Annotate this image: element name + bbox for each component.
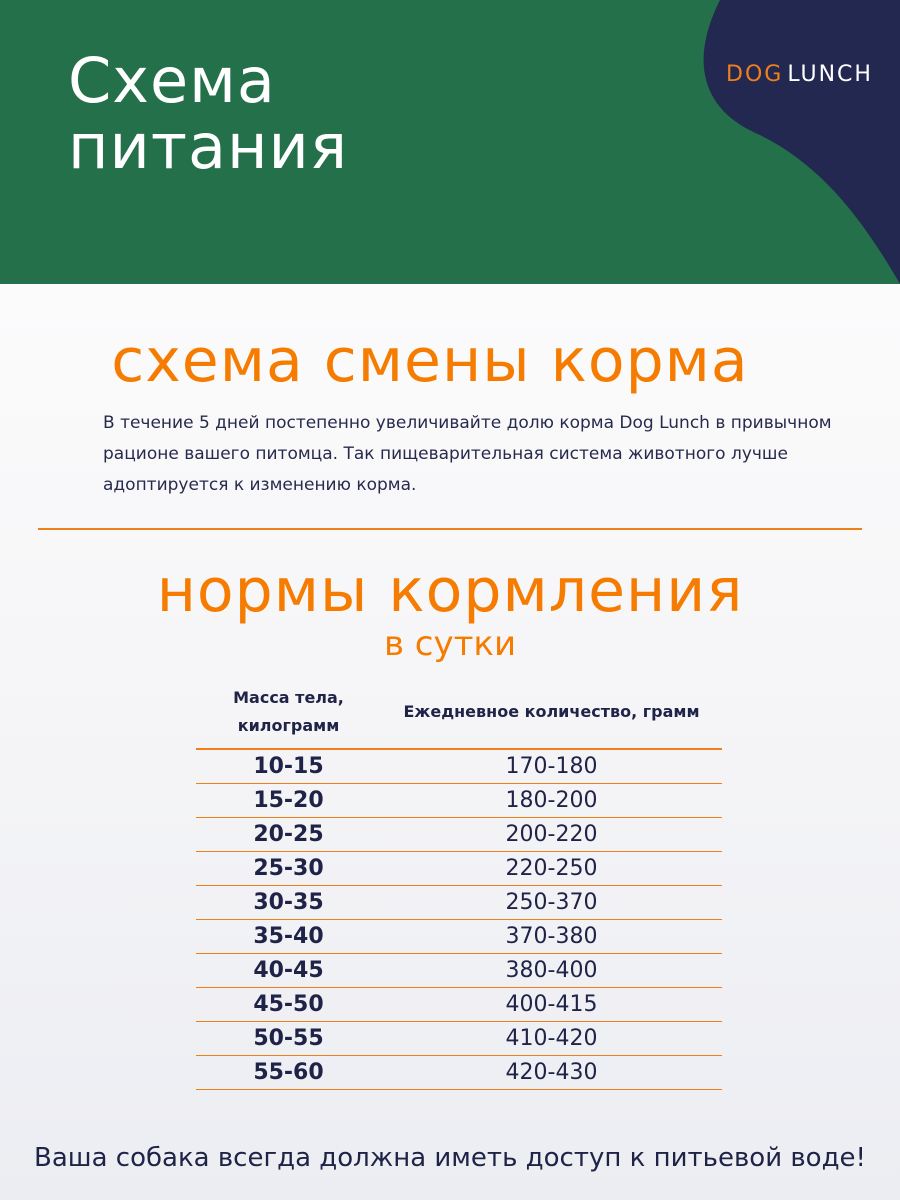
table-row: [196, 886, 722, 920]
weight-cell: 25-30: [196, 852, 381, 886]
amount-cell: 410-420: [381, 1022, 722, 1056]
section-divider: [38, 528, 862, 530]
water-note: Ваша собака всегда должна иметь доступ к питьевой воде!: [34, 1143, 866, 1173]
table-row: [196, 818, 722, 852]
table-row: [196, 954, 722, 988]
feeding-table: [196, 684, 722, 1090]
weight-cell: 45-50: [196, 988, 381, 1022]
amount-cell: 400-415: [381, 988, 722, 1022]
header-banner: [0, 0, 900, 284]
amount-cell: 250-370: [381, 886, 722, 920]
amount-cell: 420-430: [381, 1056, 722, 1090]
switch-section-title: схема смены корма: [111, 326, 749, 396]
amount-cell: 180-200: [381, 784, 722, 818]
logo-lunch-text: LUNCH: [787, 62, 873, 87]
table-row: [196, 920, 722, 954]
logo-dog-text: DOG: [726, 62, 784, 87]
weight-cell: 15-20: [196, 784, 381, 818]
weight-cell: 20-25: [196, 818, 381, 852]
amount-cell: 380-400: [381, 954, 722, 988]
column-header-weight: Масса тела, килограмм: [196, 684, 381, 749]
amount-cell: 220-250: [381, 852, 722, 886]
weight-cell: 55-60: [196, 1056, 381, 1090]
table-row: [196, 749, 722, 784]
table-row: [196, 784, 722, 818]
weight-cell: 10-15: [196, 749, 381, 784]
table-row: [196, 1022, 722, 1056]
table-header-row: [196, 684, 722, 749]
page-title: Схема питания: [68, 44, 349, 183]
amount-cell: 370-380: [381, 920, 722, 954]
weight-cell: 35-40: [196, 920, 381, 954]
table-body: [196, 749, 722, 1090]
table-row: [196, 1056, 722, 1090]
table-row: [196, 988, 722, 1022]
weight-cell: 30-35: [196, 886, 381, 920]
weight-cell: 40-45: [196, 954, 381, 988]
brand-logo: [726, 62, 873, 87]
column-header-amount: Ежедневное количество, грамм: [381, 684, 722, 749]
norms-section-subtitle: в сутки: [383, 624, 517, 664]
switch-section-text: В течение 5 дней постепенно увеличивайте долю корма Dog Lunch в привычном рационе вашего питомца. Так пищеварительная система животного лучше адоптируется к изменению корма.: [103, 413, 832, 495]
norms-section-title: нормы кормления: [156, 556, 744, 626]
weight-cell: 50-55: [196, 1022, 381, 1056]
amount-cell: 200-220: [381, 818, 722, 852]
amount-cell: 170-180: [381, 749, 722, 784]
table-row: [196, 852, 722, 886]
